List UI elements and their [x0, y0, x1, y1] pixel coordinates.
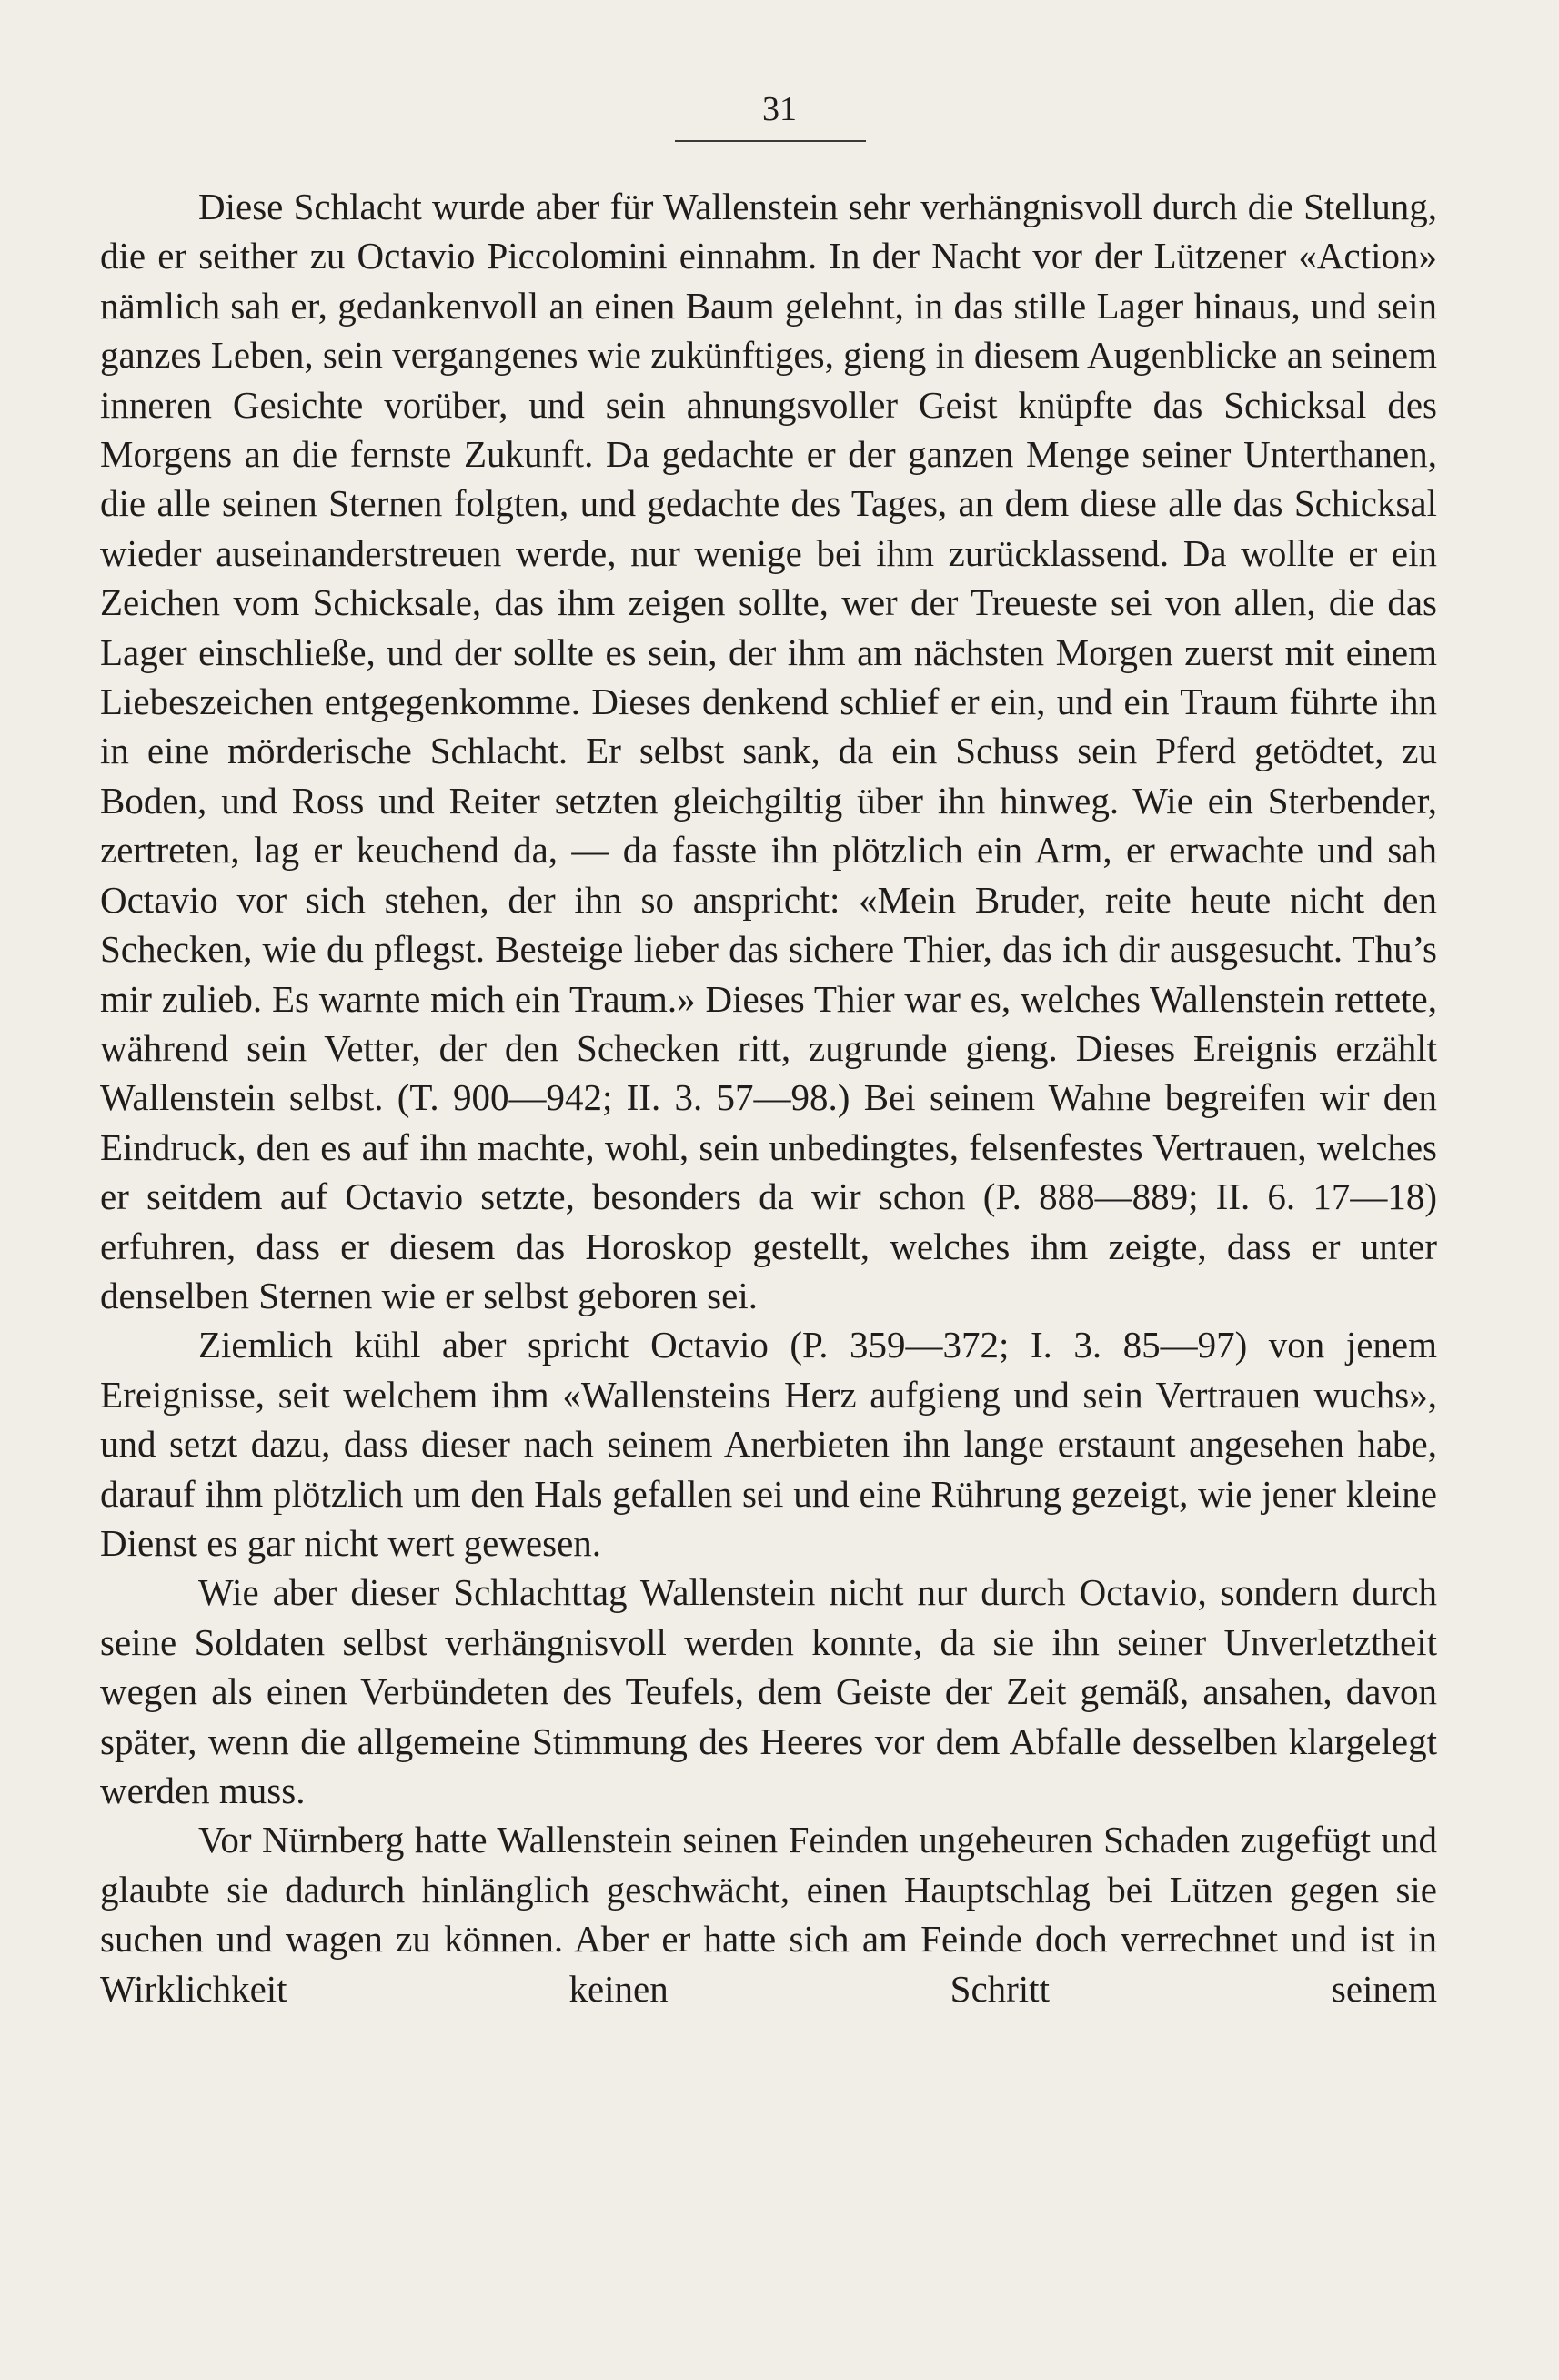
- paragraph-3: Wie aber dieser Schlachttag Wallenstein nicht nur durch Octavio, sondern durch seine Soldaten selbst verhängnisvoll werden konnte, da sie ihn seiner Unverletztheit wegen als einen Verbündeten des Teufels, dem Geiste der Zeit gemäß, ansahen, davon später, wenn die allgemeine Stimmung des Heeres vor dem Abfalle desselben klargelegt werden muss.: [100, 1571, 1437, 1811]
- page-number: 31: [762, 90, 797, 128]
- body-text: [100, 182, 1437, 2013]
- paragraph-1: Diese Schlacht wurde aber für Wallenstein sehr verhängnisvoll durch die Stellung, die er seither zu Octavio Piccolomini einnahm. In der Nacht vor der Lützener «Action» nämlich sah er, gedankenvoll an einen Baum gelehnt, in das stille Lager hinaus, und sein ganzes Leben, sein vergangenes wie zukünftiges, gieng in diesem Augenblicke an seinem inneren Gesichte vorüber, und sein ahnungsvoller Geist knüpfte das Schicksal des Morgens an die fernste Zukunft. Da gedachte er der ganzen Menge seiner Unterthanen, die alle seinen Sternen folgten, und gedachte des Tages, an dem diese alle das Schicksal wieder auseinanderstreuen werde, nur wenige bei ihm zurücklassend. Da wollte er ein Zeichen vom Schicksale, das ihm zeigen sollte, wer der Treueste sei von allen, die das Lager einschließe, und der sollte es sein, der ihm am nächsten Morgen zuerst mit einem Liebeszeichen entgegenkomme. Dieses denkend schlief er ein, und ein Traum führte ihn in eine mörderische Schlacht. Er selbst sank, da ein Schuss sein Pferd getödtet, zu Boden, und Ross und Reiter setzten gleichgiltig über ihn hinweg. Wie ein Sterbender, zertreten, lag er keuchend da, — da fasste ihn plötzlich ein Arm, er erwachte und sah Octavio vor sich stehen, der ihn so anspricht: «Mein Bruder, reite heute nicht den Schecken, wie du pflegst. Besteige lieber das sichere Thier, das ich dir ausgesucht. Thu’s mir zulieb. Es warnte mich ein Traum.» Dieses Thier war es, welches Wallenstein rettete, während sein Vetter, der den Schecken ritt, zugrunde gieng. Dieses Ereignis erzählt Wallenstein selbst. (T. 900—942; II. 3. 57—98.) Bei seinem Wahne begreifen wir den Eindruck, den es auf ihn machte, wohl, sein unbedingtes, felsenfestes Vertrauen, welches er seitdem auf Octavio setzte, besonders da wir schon (P. 888—889; II. 6. 17—18) erfuhren, dass er diesem das Horoskop gestellt, welches ihm zeigte, dass er unter denselben Sternen wie er selbst geboren sei.: [100, 186, 1437, 1316]
- header-rule: [675, 140, 866, 142]
- paragraph-2: Ziemlich kühl aber spricht Octavio (P. 359—372; I. 3. 85—97) von jenem Ereignisse, seit welchem ihm «Wallensteins Herz aufgieng und sein Vertrauen wuchs», und setzt dazu, dass dieser nach seinem Anerbieten ihn lange erstaunt angesehen habe, darauf ihm plötzlich um den Hals gefallen sei und eine Rührung gezeigt, wie jener kleine Dienst es gar nicht wert gewesen.: [100, 1324, 1437, 1564]
- paragraph-4: Vor Nürnberg hatte Wallenstein seinen Feinden ungeheuren Schaden zugefügt und glaubte sie dadurch hinlänglich geschwächt, einen Hauptschlag bei Lützen gegen sie suchen und wagen zu können. Aber er hatte sich am Feinde doch verrechnet und ist in Wirklichkeit keinen Schritt seinem: [100, 1819, 1437, 2010]
